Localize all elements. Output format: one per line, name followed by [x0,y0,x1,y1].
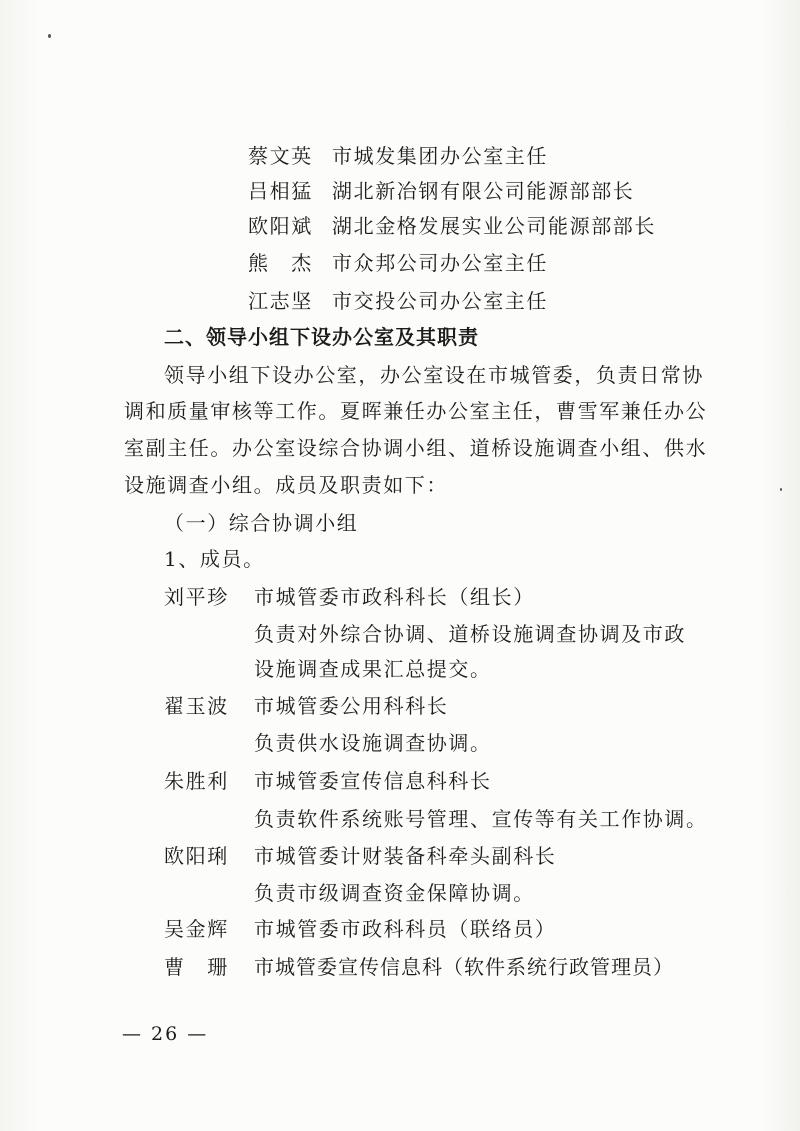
group-member-role: 市城管委公用科科长 [254,694,449,718]
group-member-name: 翟玉波 [164,694,229,718]
member-name: 吕相猛 [248,179,313,203]
member-name: 欧阳斌 [248,214,313,238]
member-role: 市城发集团办公室主任 [332,144,548,168]
member-name: 蔡文英 [248,144,313,168]
group-member-name: 朱胜利 [164,769,229,793]
page-number: — 26 — [122,1023,209,1045]
group-member-duty: 负责对外综合协调、道桥设施调查协调及市政 [254,622,686,646]
item-heading: 1、成员。 [164,547,265,571]
section-heading: 二、领导小组下设办公室及其职责 [164,325,479,349]
scan-speck [780,488,782,491]
group-member-name: 欧阳琍 [164,844,229,868]
group-member-name: 曹 珊 [164,955,229,979]
group-member-duty: 负责市级调查资金保障协调。 [254,881,535,905]
paragraph-line: 调和质量审核等工作。夏晖兼任办公室主任，曹雪军兼任办公 [124,399,708,423]
member-role: 市交投公司办公室主任 [332,289,548,313]
member-role: 湖北金格发展实业公司能源部部长 [332,214,656,238]
member-name: 熊 杰 [248,251,313,275]
paragraph-line: 室副主任。办公室设综合协调小组、道桥设施调查小组、供水 [124,436,708,460]
group-member-role: 市城管委市政科科员（联络员） [254,917,557,941]
group-member-name: 吴金辉 [164,917,229,941]
scan-speck [48,34,51,38]
group-member-duty: 负责供水设施调查协调。 [254,731,492,755]
group-member-name: 刘平珍 [164,585,229,609]
group-member-duty: 负责软件系统账号管理、宣传等有关工作协调。 [254,807,708,831]
group-member-role: 市城管委宣传信息科科长 [254,769,492,793]
member-role: 湖北新冶钢有限公司能源部部长 [332,179,635,203]
paragraph-line: 领导小组下设办公室，办公室设在市城管委，负责日常协 [164,363,704,387]
group-member-role: 市城管委宣传信息科（软件系统行政管理员） [254,955,674,979]
member-name: 江志坚 [248,289,313,313]
group-member-role: 市城管委市政科科长（组长） [254,585,535,609]
paragraph-line: 设施调查小组。成员及职责如下： [124,473,448,497]
sub-heading: （一）综合协调小组 [164,511,359,535]
group-member-role: 市城管委计财装备科牵头副科长 [254,844,557,868]
member-role: 市众邦公司办公室主任 [332,251,548,275]
group-member-duty: 设施调查成果汇总提交。 [254,657,492,681]
